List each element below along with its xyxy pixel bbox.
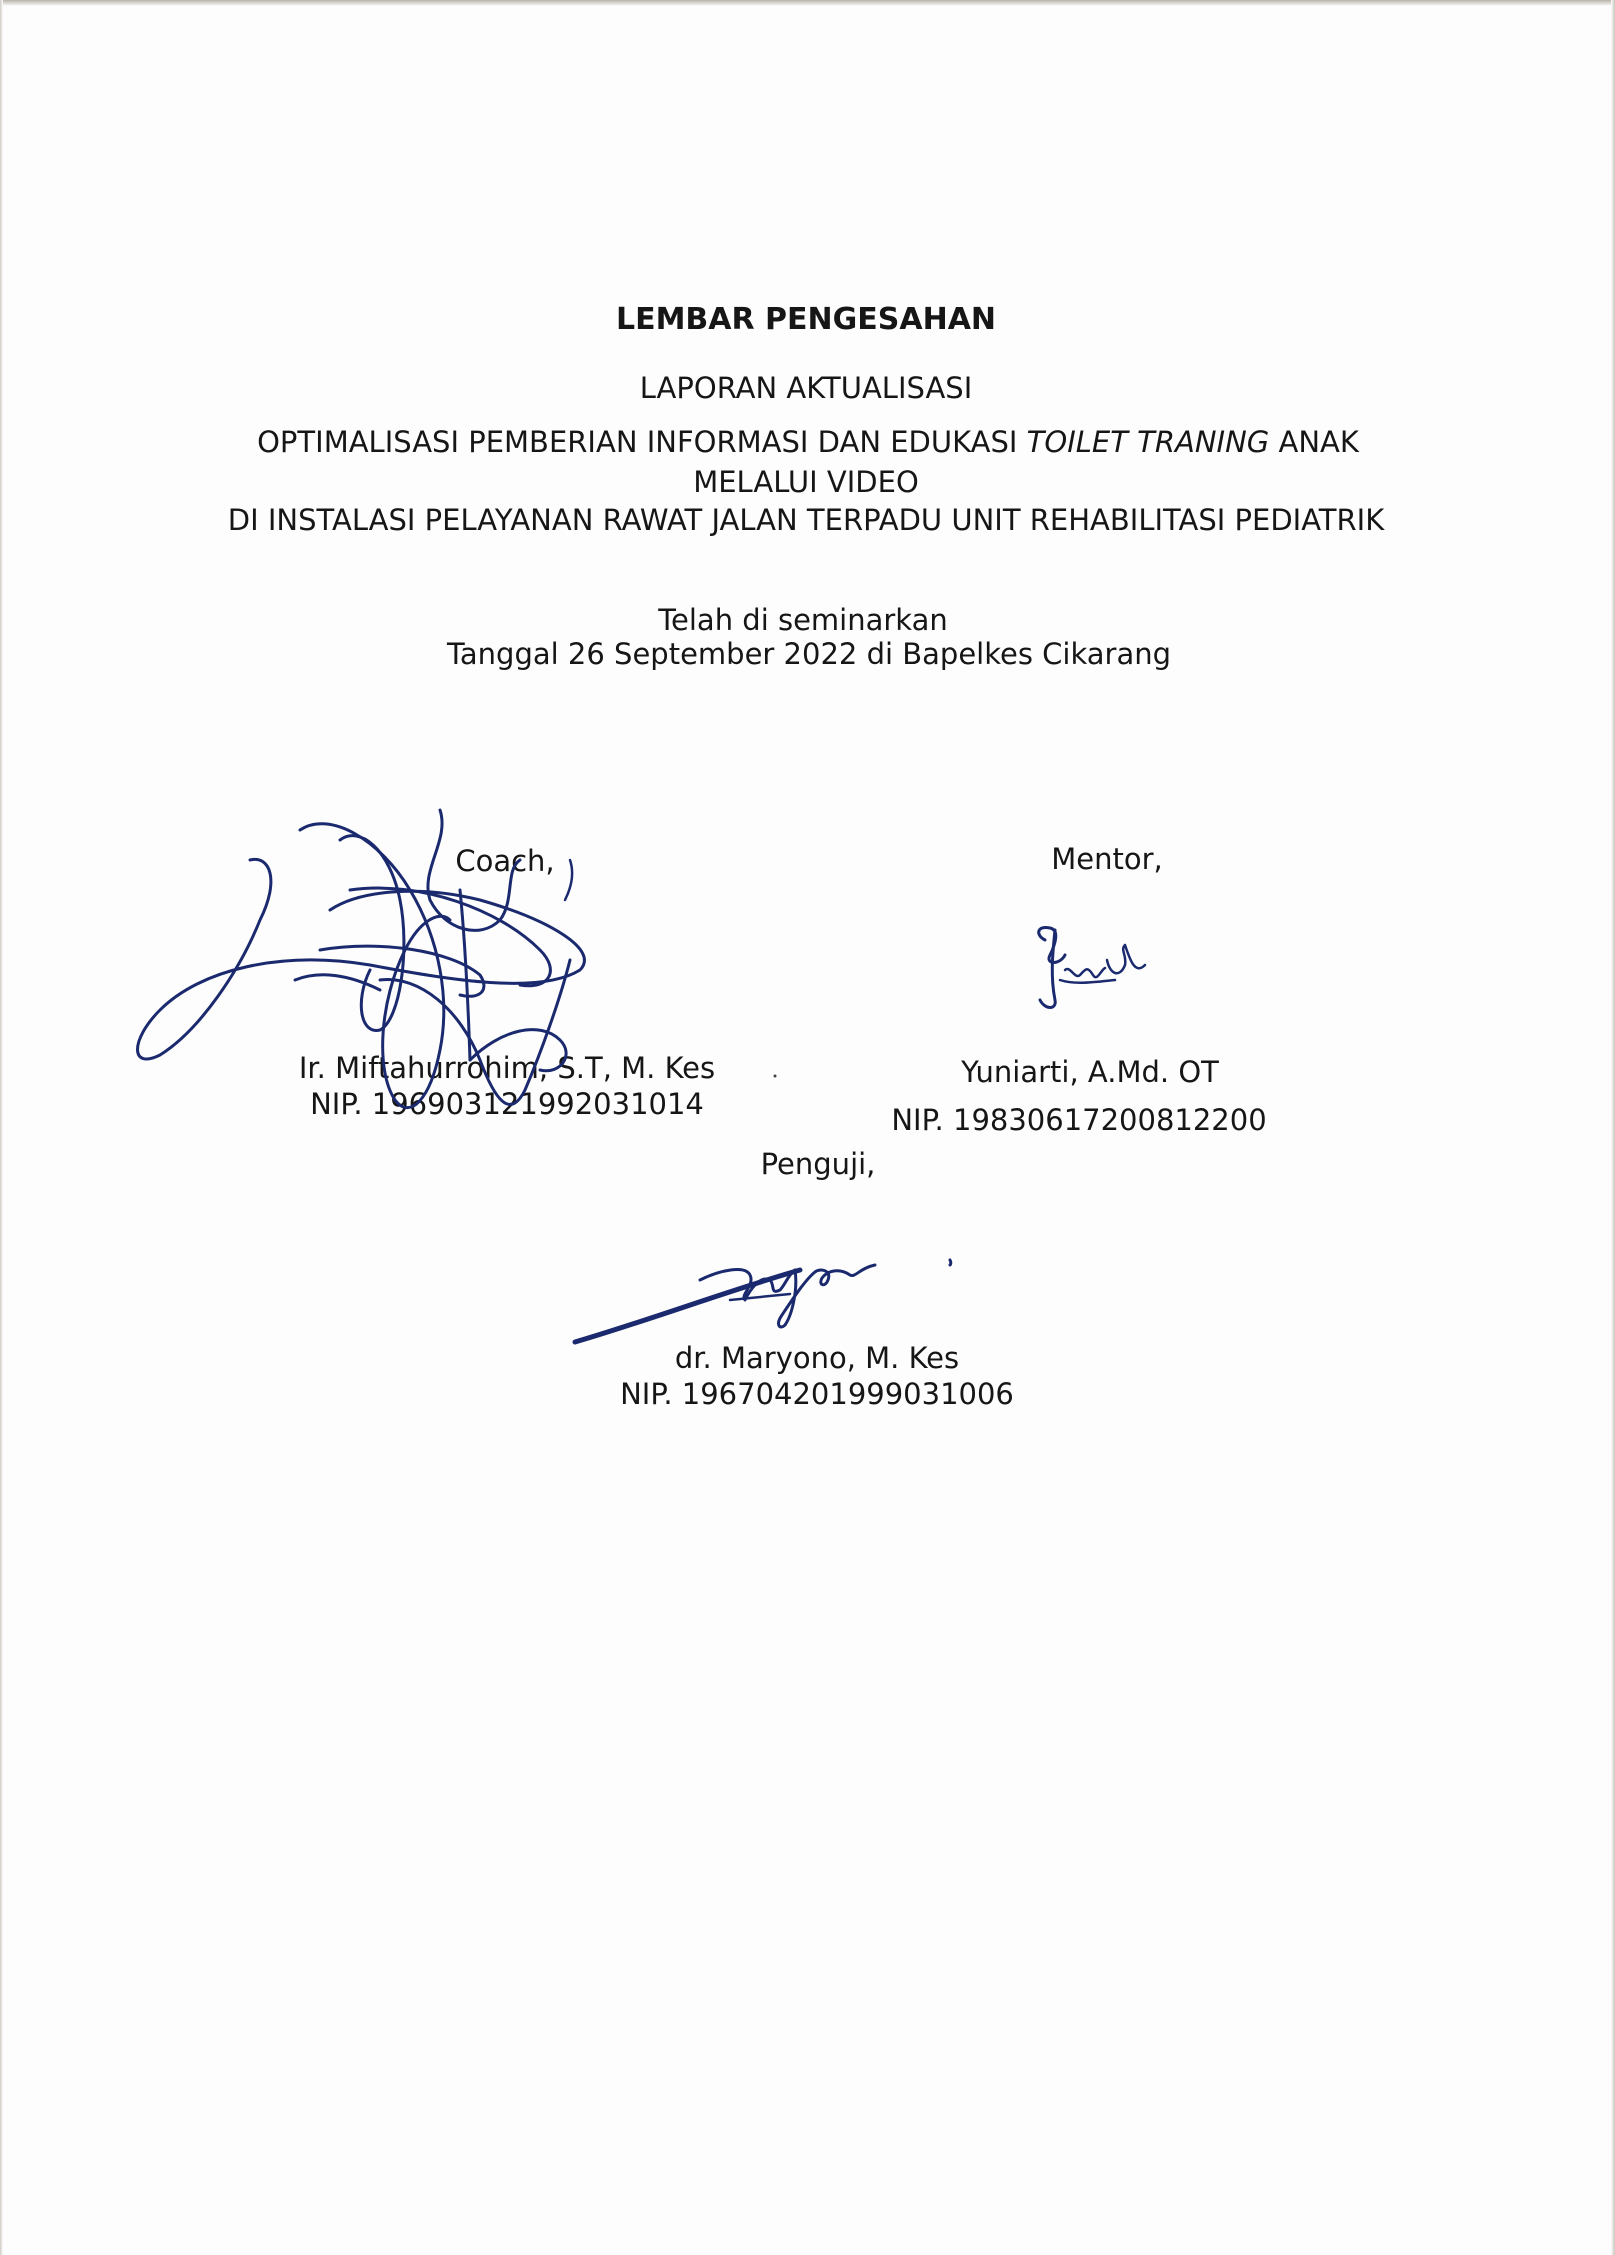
topic-line-1	[257, 424, 1359, 460]
topic-line-1-italic: TOILET TRANING	[1026, 425, 1270, 459]
stray-mark-icon	[772, 1073, 778, 1079]
document-title: LEMBAR PENGESAHAN	[615, 302, 997, 337]
document-subtitle: LAPORAN AKTUALISASI	[639, 371, 973, 405]
seminar-line-2: Tanggal 26 September 2022 di Bapelkes Cikarang	[446, 637, 1172, 671]
topic-line-3: DI INSTALASI PELAYANAN RAWAT JALAN TERPADU UNIT REHABILITASI PEDIATRIK	[227, 503, 1385, 537]
seminar-line-1: Telah di seminarkan	[658, 603, 948, 637]
examiner-name: dr. Maryono, M. Kes	[674, 1341, 960, 1375]
paper-edge-top	[0, 0, 1615, 6]
topic-line-1-end: ANAK	[1278, 425, 1359, 459]
coach-signature-icon	[120, 800, 680, 1140]
examiner-role: Penguji,	[760, 1147, 876, 1181]
paper-edge-left	[0, 0, 3, 2255]
examiner-nip: NIP. 196704201999031006	[620, 1377, 1014, 1411]
coach-nip: NIP. 196903121992031014	[310, 1087, 704, 1121]
topic-line-1-start: OPTIMALISASI PEMBERIAN INFORMASI DAN EDUKASI	[257, 425, 1018, 459]
mentor-nip: NIP. 19830617200812200	[891, 1103, 1267, 1137]
topic-line-2: MELALUI VIDEO	[693, 465, 919, 499]
paper-edge-right	[1611, 0, 1615, 2255]
mentor-signature-icon	[1025, 920, 1155, 1010]
coach-name: Ir. Miftahurrohim, S.T, M. Kes	[298, 1051, 716, 1085]
examiner-signature-icon	[570, 1230, 970, 1350]
mentor-role: Mentor,	[1051, 842, 1163, 876]
mentor-name: Yuniarti, A.Md. OT	[961, 1055, 1219, 1089]
coach-role: Coach,	[455, 844, 555, 878]
